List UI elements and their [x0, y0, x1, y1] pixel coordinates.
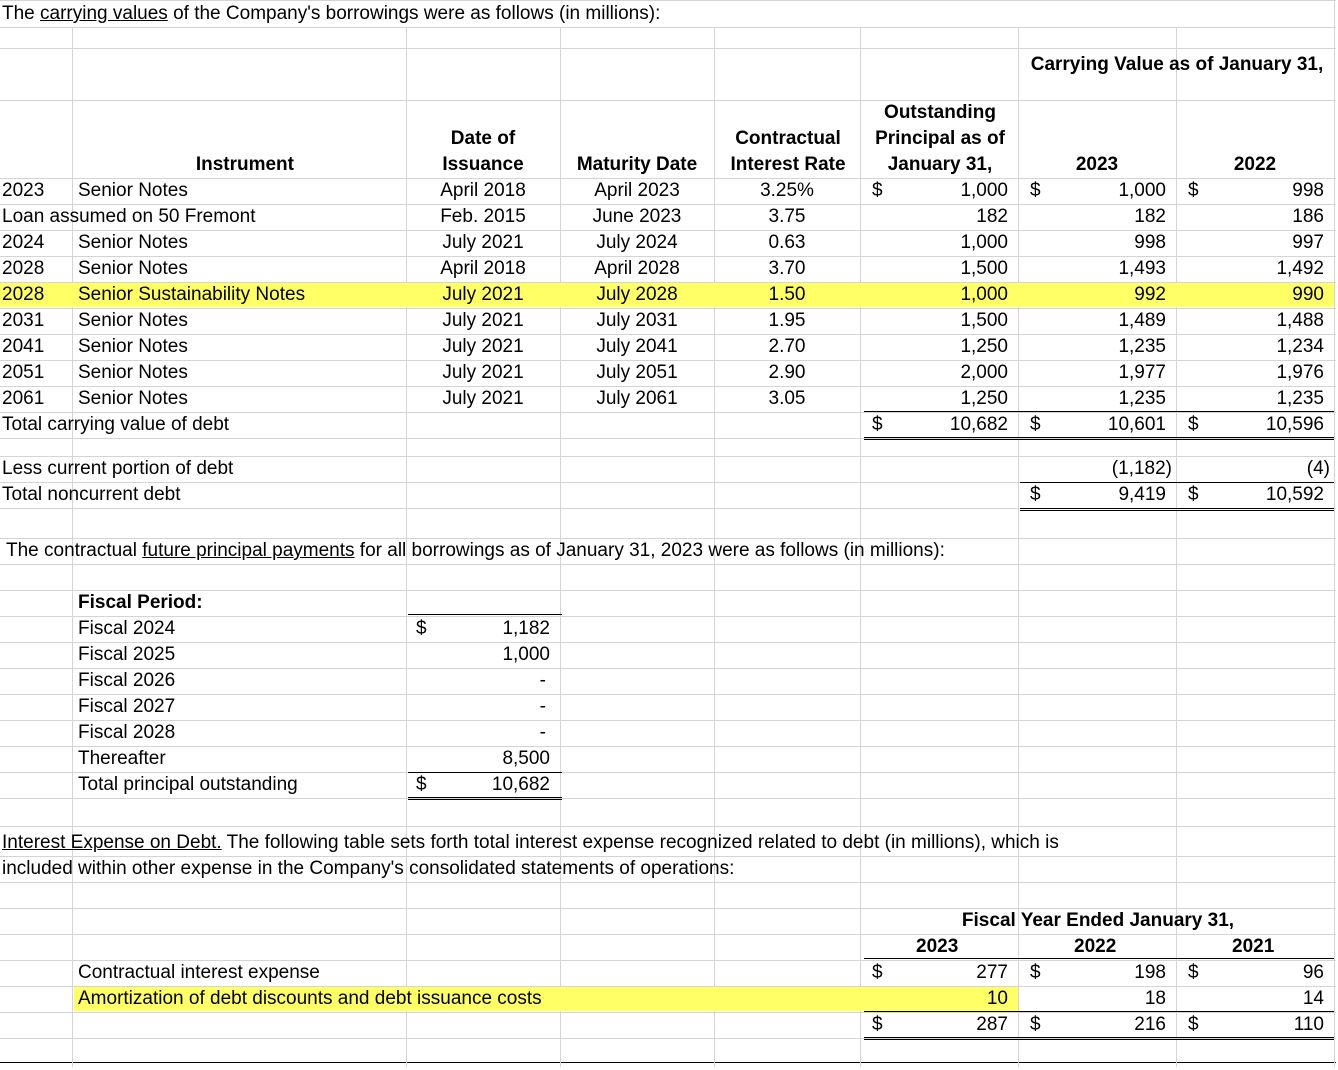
debt-maturity: July 2028	[596, 284, 678, 305]
header-date-issuance: Date of Issuance	[442, 128, 524, 175]
intro-future-payments: The contractual future principal payments for all borrowings as of January 31, 2023 were as follows (in millions):	[6, 540, 945, 561]
header-interest-rate: Contractual Interest Rate	[730, 128, 846, 175]
currency-symbol: $	[1188, 962, 1199, 983]
debt-cv-2022: 1,976	[1276, 362, 1324, 383]
debt-instrument-name: Senior Notes	[78, 310, 188, 331]
amortization-2022: 18	[1144, 988, 1166, 1009]
amortization-label: Amortization of debt discounts and debt issuance costs	[78, 988, 542, 1009]
debt-cv-2022: 186	[1292, 206, 1324, 227]
debt-instrument-name: Senior Notes	[78, 258, 188, 279]
debt-rate: 0.63	[768, 232, 806, 253]
header-year-2023: 2023	[1075, 154, 1119, 175]
debt-issued: July 2021	[442, 232, 524, 253]
total-principal-value: 10,682	[491, 774, 550, 795]
debt-issued: July 2021	[442, 362, 524, 383]
header-year-2022: 2022	[1233, 154, 1277, 175]
fiscal-period-header: Fiscal Period:	[78, 592, 203, 613]
debt-cv-2023: 1,489	[1118, 310, 1166, 331]
header-carrying-value: Carrying Value as of January 31,	[1030, 54, 1324, 75]
debt-instrument-name: Senior Sustainability Notes	[78, 284, 306, 305]
interest-total-2022: 216	[1134, 1014, 1166, 1035]
debt-principal: 1,250	[960, 388, 1008, 409]
currency-symbol: $	[1030, 484, 1041, 505]
currency-symbol: $	[1030, 414, 1041, 435]
debt-maturity: April 2023	[594, 180, 680, 201]
debt-cv-2023: 182	[1134, 206, 1166, 227]
amortization-2023: 10	[986, 988, 1008, 1009]
currency-symbol: $	[872, 962, 883, 983]
payment-amount: 8,500	[502, 748, 550, 769]
debt-issued: July 2021	[442, 310, 524, 331]
currency-symbol: $	[1030, 962, 1041, 983]
payment-amount: -	[539, 670, 546, 691]
total-carrying-label: Total carrying value of debt	[2, 414, 230, 435]
interest-intro-line1: Interest Expense on Debt. The following table sets forth total interest expense recognized related to debt (in millions), which is	[2, 832, 1059, 853]
payment-amount: -	[539, 696, 546, 717]
debt-cv-2023: 1,977	[1118, 362, 1166, 383]
debt-principal: 182	[976, 206, 1008, 227]
debt-cv-2022: 1,234	[1276, 336, 1324, 357]
debt-issued: April 2018	[440, 180, 526, 201]
interest-year-2022: 2022	[1074, 936, 1117, 957]
currency-symbol: $	[872, 1014, 883, 1035]
debt-instrument-name: Senior Notes	[78, 362, 188, 383]
debt-instrument-name: Senior Notes	[78, 388, 188, 409]
debt-rate: 1.95	[768, 310, 806, 331]
debt-rate: 3.05	[768, 388, 806, 409]
payment-period-label: Fiscal 2026	[78, 670, 176, 691]
contractual-interest-2022: 198	[1134, 962, 1166, 983]
debt-principal: 1,000	[960, 232, 1008, 253]
debt-maturity: July 2031	[596, 310, 678, 331]
currency-symbol: $	[1188, 1014, 1199, 1035]
debt-issued: July 2021	[442, 388, 524, 409]
header-outstanding-principal: Outstanding Principal as of January 31,	[875, 102, 1005, 175]
debt-maturity: July 2061	[596, 388, 678, 409]
debt-issued: July 2021	[442, 284, 524, 305]
fiscal-year-header: Fiscal Year Ended January 31,	[961, 910, 1235, 931]
contractual-interest-2023: 277	[976, 962, 1008, 983]
noncurrent-label: Total noncurrent debt	[2, 484, 181, 505]
debt-instrument-year: 2028	[2, 284, 45, 305]
debt-cv-2022: 1,235	[1276, 388, 1324, 409]
debt-cv-2023: 1,000	[1118, 180, 1166, 201]
interest-year-2023: 2023	[916, 936, 959, 957]
less-current-2023: (1,182)	[1111, 458, 1172, 479]
debt-cv-2023: 1,493	[1118, 258, 1166, 279]
less-current-label: Less current portion of debt	[2, 458, 234, 479]
currency-symbol: $	[872, 180, 883, 201]
payment-amount: 1,182	[502, 618, 550, 639]
debt-instrument-year: 2061	[2, 388, 45, 409]
future-payments-link: future principal payments	[142, 540, 355, 561]
debt-principal: 1,250	[960, 336, 1008, 357]
debt-instrument-year: 2024	[2, 232, 45, 253]
interest-year-2021: 2021	[1232, 936, 1275, 957]
payment-period-label: Thereafter	[78, 748, 166, 769]
debt-maturity: July 2041	[596, 336, 678, 357]
intro-carrying-values: The carrying values of the Company's borrowings were as follows (in millions):	[2, 3, 661, 24]
debt-instrument-name: Senior Notes	[78, 336, 188, 357]
currency-symbol: $	[416, 618, 427, 639]
debt-issued: Feb. 2015	[440, 206, 526, 227]
payment-period-label: Fiscal 2024	[78, 618, 176, 639]
debt-rate: 3.75	[768, 206, 806, 227]
header-maturity-date: Maturity Date	[576, 154, 698, 175]
currency-symbol: $	[416, 774, 427, 795]
currency-symbol: $	[1188, 484, 1199, 505]
debt-maturity: June 2023	[592, 206, 682, 227]
debt-instrument-year: 2031	[2, 310, 45, 331]
interest-total-2023: 287	[976, 1014, 1008, 1035]
debt-cv-2022: 1,492	[1276, 258, 1324, 279]
debt-cv-2022: 997	[1292, 232, 1324, 253]
debt-rate: 2.70	[768, 336, 806, 357]
contractual-interest-label: Contractual interest expense	[78, 962, 320, 983]
interest-total-2021: 110	[1293, 1014, 1324, 1035]
interest-expense-title: Interest Expense on Debt.	[2, 832, 222, 853]
debt-cv-2023: 992	[1134, 284, 1166, 305]
payment-amount: 1,000	[502, 644, 550, 665]
debt-principal: 2,000	[960, 362, 1008, 383]
debt-instrument-name: Senior Notes	[78, 180, 188, 201]
debt-instrument-name: Senior Notes	[78, 232, 188, 253]
debt-issued: April 2018	[440, 258, 526, 279]
debt-cv-2022: 990	[1292, 284, 1324, 305]
debt-principal: 1,500	[960, 258, 1008, 279]
currency-symbol: $	[1188, 180, 1199, 201]
header-instrument: Instrument	[195, 154, 294, 175]
currency-symbol: $	[1030, 180, 1041, 201]
debt-principal: 1,500	[960, 310, 1008, 331]
noncurrent-2023: 9,419	[1118, 484, 1166, 505]
debt-cv-2022: 1,488	[1276, 310, 1324, 331]
currency-symbol: $	[1188, 414, 1199, 435]
debt-instrument-year: 2041	[2, 336, 45, 357]
less-current-2022: (4)	[1306, 458, 1330, 479]
debt-maturity: July 2051	[596, 362, 678, 383]
total-cv-2022: 10,596	[1265, 414, 1324, 435]
debt-instrument-year: 2023	[2, 180, 45, 201]
payment-period-label: Fiscal 2028	[78, 722, 176, 743]
debt-rate: 2.90	[768, 362, 806, 383]
debt-principal: 1,000	[960, 284, 1008, 305]
payment-period-label: Fiscal 2027	[78, 696, 176, 717]
debt-issued: July 2021	[442, 336, 524, 357]
debt-cv-2023: 998	[1134, 232, 1166, 253]
carrying-values-link: carrying values	[40, 3, 168, 24]
debt-maturity: April 2028	[594, 258, 680, 279]
debt-cv-2022: 998	[1292, 180, 1324, 201]
amortization-2021: 14	[1302, 988, 1324, 1009]
payment-period-label: Fiscal 2025	[78, 644, 176, 665]
debt-cv-2023: 1,235	[1118, 388, 1166, 409]
debt-rate: 3.70	[768, 258, 806, 279]
total-principal-label: Total principal outstanding	[78, 774, 298, 795]
payment-amount: -	[539, 722, 546, 743]
debt-maturity: July 2024	[596, 232, 678, 253]
debt-instrument-year: 2051	[2, 362, 45, 383]
total-principal: 10,682	[949, 414, 1008, 435]
debt-instrument-year: 2028	[2, 258, 45, 279]
debt-rate: 3.25%	[760, 180, 814, 201]
contractual-interest-2021: 96	[1302, 962, 1324, 983]
interest-intro-line2: included within other expense in the Company's consolidated statements of operations:	[2, 858, 735, 879]
currency-symbol: $	[1030, 1014, 1041, 1035]
currency-symbol: $	[872, 414, 883, 435]
noncurrent-2022: 10,592	[1265, 484, 1324, 505]
debt-principal: 1,000	[960, 180, 1008, 201]
debt-instrument-year: Loan assumed on 50 Fremont	[2, 206, 256, 227]
debt-cv-2023: 1,235	[1118, 336, 1166, 357]
debt-rate: 1.50	[768, 284, 806, 305]
total-cv-2023: 10,601	[1107, 414, 1166, 435]
